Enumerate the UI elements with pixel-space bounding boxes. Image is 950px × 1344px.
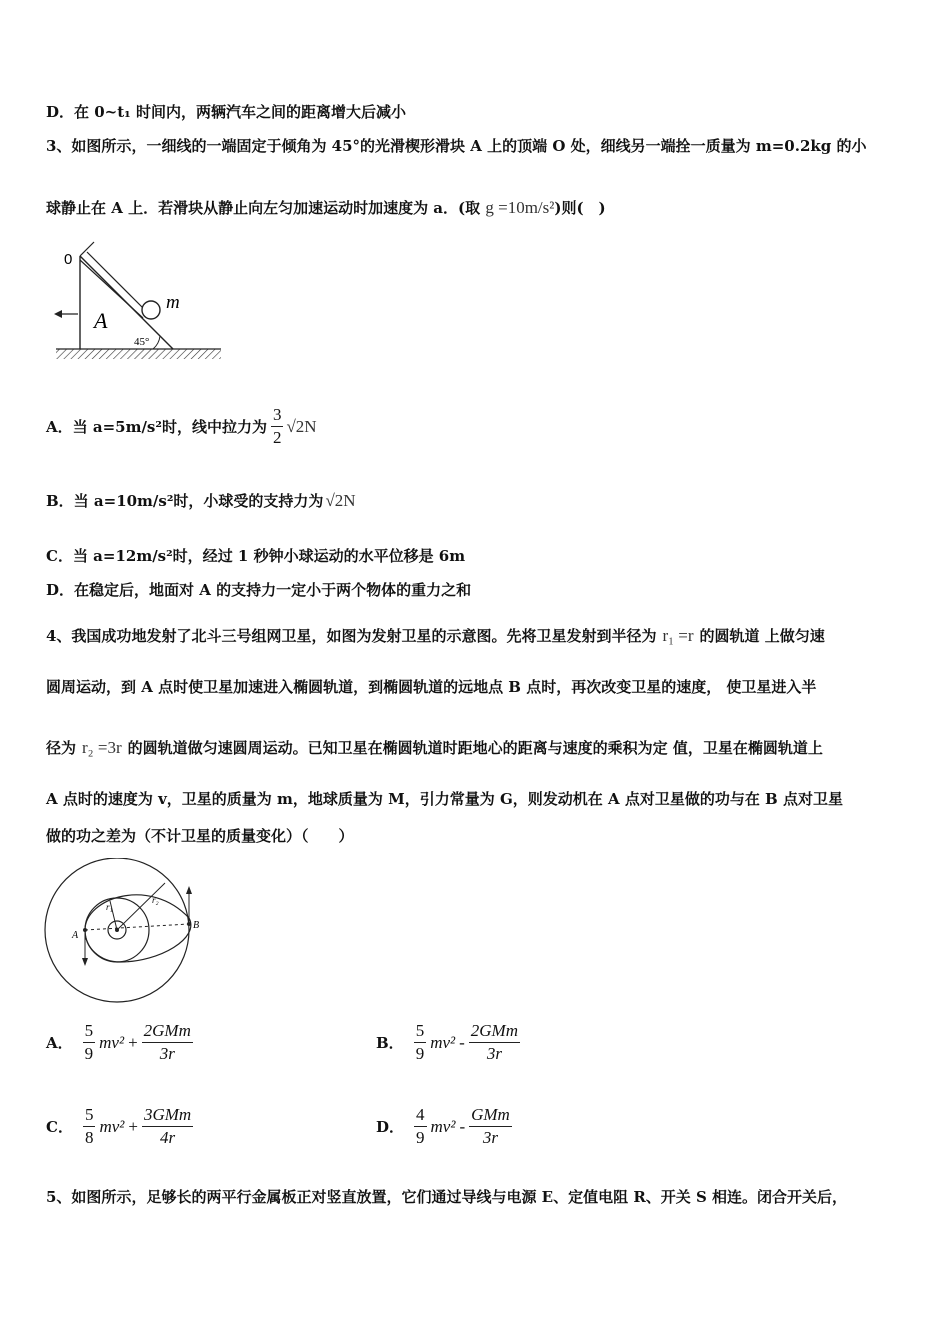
r2-line bbox=[117, 883, 165, 930]
arrow-head-icon bbox=[54, 310, 62, 318]
term-num: GMm bbox=[469, 1104, 512, 1127]
q3-option-b-text: B．当 a=10m/s²时，小球受的支持力为 bbox=[46, 492, 324, 510]
q4-stem-line3-post: 的圆轨道做匀速圆周运动。已知卫星在椭圆轨道时距地心的距离与速度的乘积为定 值，卫星在椭圆轨道上 bbox=[127, 739, 823, 757]
term-den: 4r bbox=[160, 1128, 176, 1147]
q4-stem-line5: 做的功之差为（不计卫星的质量变化）（ ） bbox=[46, 827, 354, 845]
label-r1: r₁ bbox=[106, 902, 113, 912]
coef-num: 5 bbox=[83, 1104, 96, 1127]
q2-option-d: D．在 0~t₁ 时间内，两辆汽车之间的距离增大后减小 bbox=[46, 103, 406, 121]
q3-stem-line1: 3、如图所示，一细线的一端固定于倾角为 45°的光滑楔形滑块 A 上的顶端 O 处，细线另一端拴一质量为 m=0.2kg 的小 bbox=[46, 137, 867, 155]
point-a bbox=[83, 928, 87, 932]
q3-option-b-value: √2N bbox=[325, 490, 356, 510]
major-axis-dashed bbox=[85, 924, 189, 930]
q4-stem-line1-post: 的圆轨道 上做匀速 bbox=[699, 627, 825, 645]
q4-option-d-expression bbox=[414, 1104, 512, 1149]
q4-stem-line4: A 点时的速度为 v，卫星的质量为 m，地球质量为 M，引力常量为 G，则发动机在 A 点对卫星做的功与在 B 点对卫星 bbox=[46, 790, 843, 808]
q4-stem-line1 bbox=[46, 626, 825, 646]
q3-option-c: C．当 a=12m/s²时，经过 1 秒钟小球运动的水平位移是 6m bbox=[46, 547, 466, 565]
coef-num: 5 bbox=[83, 1020, 96, 1043]
label-angle: 45° bbox=[134, 336, 150, 348]
operator: + bbox=[128, 1116, 138, 1136]
q4-stem-line3-pre: 径为 bbox=[46, 739, 77, 757]
coef-den: 8 bbox=[84, 1128, 94, 1147]
term-frac bbox=[469, 1104, 512, 1149]
term-frac bbox=[469, 1020, 520, 1065]
term-den: 3r bbox=[482, 1128, 499, 1147]
mv-term: mv² bbox=[430, 1116, 456, 1136]
term-frac bbox=[142, 1020, 193, 1065]
q4-option-a-expression bbox=[83, 1020, 193, 1065]
q4-orbit-figure bbox=[40, 858, 215, 1008]
label-a: A bbox=[94, 308, 108, 333]
coef-num: 4 bbox=[414, 1104, 427, 1127]
label-b: B bbox=[193, 920, 200, 931]
operator: - bbox=[459, 1032, 465, 1052]
mv-term: mv² bbox=[99, 1032, 125, 1052]
q4-option-b-letter: B． bbox=[376, 1034, 404, 1052]
q3-option-b bbox=[46, 490, 356, 511]
q3-option-a-frac-den: 2 bbox=[272, 428, 282, 447]
q4-option-c-expression bbox=[83, 1104, 193, 1149]
q4-r1-expression: r₁ =r bbox=[662, 626, 694, 645]
ball bbox=[142, 301, 160, 319]
term-num: 2GMm bbox=[469, 1020, 520, 1043]
q3-option-a bbox=[46, 404, 317, 449]
term-frac bbox=[142, 1104, 193, 1149]
point-b bbox=[187, 922, 191, 926]
angle-arc bbox=[153, 336, 160, 349]
label-a: A bbox=[72, 930, 79, 941]
q4-r2-expression: r₂ =3r bbox=[82, 738, 122, 757]
operator: + bbox=[128, 1032, 138, 1052]
q4-option-a-letter: A． bbox=[46, 1034, 73, 1052]
arrow-up-icon bbox=[186, 886, 192, 894]
string-top-stub bbox=[80, 242, 94, 256]
term-num: 2GMm bbox=[142, 1020, 193, 1043]
arrow-down-icon bbox=[82, 958, 88, 966]
q3-option-a-value: √2N bbox=[286, 416, 317, 436]
mv-term: mv² bbox=[430, 1032, 456, 1052]
q3-option-a-fraction bbox=[271, 404, 284, 449]
string-lower bbox=[80, 260, 143, 318]
term-num: 3GMm bbox=[142, 1104, 193, 1127]
q3-option-a-frac-num: 3 bbox=[271, 404, 284, 427]
q4-stem-line1-pre: 4、我国成功地发射了北斗三号组网卫星，如图为发射卫星的示意图。先将卫星发射到半径为 bbox=[46, 627, 657, 645]
q3-option-d: D．在稳定后，地面对 A 的支持力一定小于两个物体的重力之和 bbox=[46, 581, 472, 599]
mv-term: mv² bbox=[99, 1116, 125, 1136]
coef-frac bbox=[83, 1104, 96, 1149]
term-den: 3r bbox=[486, 1044, 502, 1063]
q4-option-c bbox=[46, 1104, 193, 1149]
coef-den: 9 bbox=[416, 1128, 425, 1147]
label-o: 0 bbox=[64, 251, 73, 268]
q4-option-a bbox=[46, 1020, 193, 1065]
coef-num: 5 bbox=[414, 1020, 427, 1043]
ground-hatch bbox=[56, 349, 221, 359]
term-den: 3r bbox=[159, 1044, 175, 1063]
q3-wedge-figure bbox=[50, 238, 225, 368]
string bbox=[87, 252, 146, 311]
q3-stem-line2-pre: 球静止在 A 上．若滑块从静止向左匀加速运动时加速度为 a．(取 bbox=[46, 199, 486, 217]
transfer-ellipse bbox=[85, 895, 191, 962]
coef-den: 9 bbox=[415, 1044, 425, 1063]
q5-stem-line1: 5、如图所示，足够长的两平行金属板正对竖直放置，它们通过导线与电源 E、定值电阻 R、开关 S 相连。闭合开关后， bbox=[46, 1188, 848, 1206]
label-r2: r₂ bbox=[152, 895, 159, 905]
q4-stem-line3 bbox=[46, 738, 823, 758]
coef-frac bbox=[414, 1020, 427, 1065]
label-m: m bbox=[166, 292, 180, 313]
q4-option-b-expression bbox=[414, 1020, 520, 1065]
q3-stem-line2-post: )则( ) bbox=[554, 199, 606, 217]
coef-den: 9 bbox=[84, 1044, 94, 1063]
q4-stem-line2: 圆周运动，到 A 点时使卫星加速进入椭圆轨道，到椭圆轨道的远地点 B 点时，再次改变卫星的速度， 使卫星进入半 bbox=[46, 678, 817, 696]
q4-option-b bbox=[376, 1020, 520, 1065]
q4-option-d bbox=[376, 1104, 512, 1149]
coef-frac bbox=[414, 1104, 427, 1149]
q4-option-c-letter: C． bbox=[46, 1118, 73, 1136]
q4-option-d-letter: D． bbox=[376, 1118, 405, 1136]
q3-option-a-text: A．当 a=5m/s²时，线中拉力为 bbox=[46, 418, 267, 436]
q3-g-expression: g =10m/s² bbox=[485, 198, 555, 217]
operator: - bbox=[459, 1116, 466, 1136]
q3-stem-line2 bbox=[46, 198, 606, 218]
coef-frac bbox=[83, 1020, 96, 1065]
